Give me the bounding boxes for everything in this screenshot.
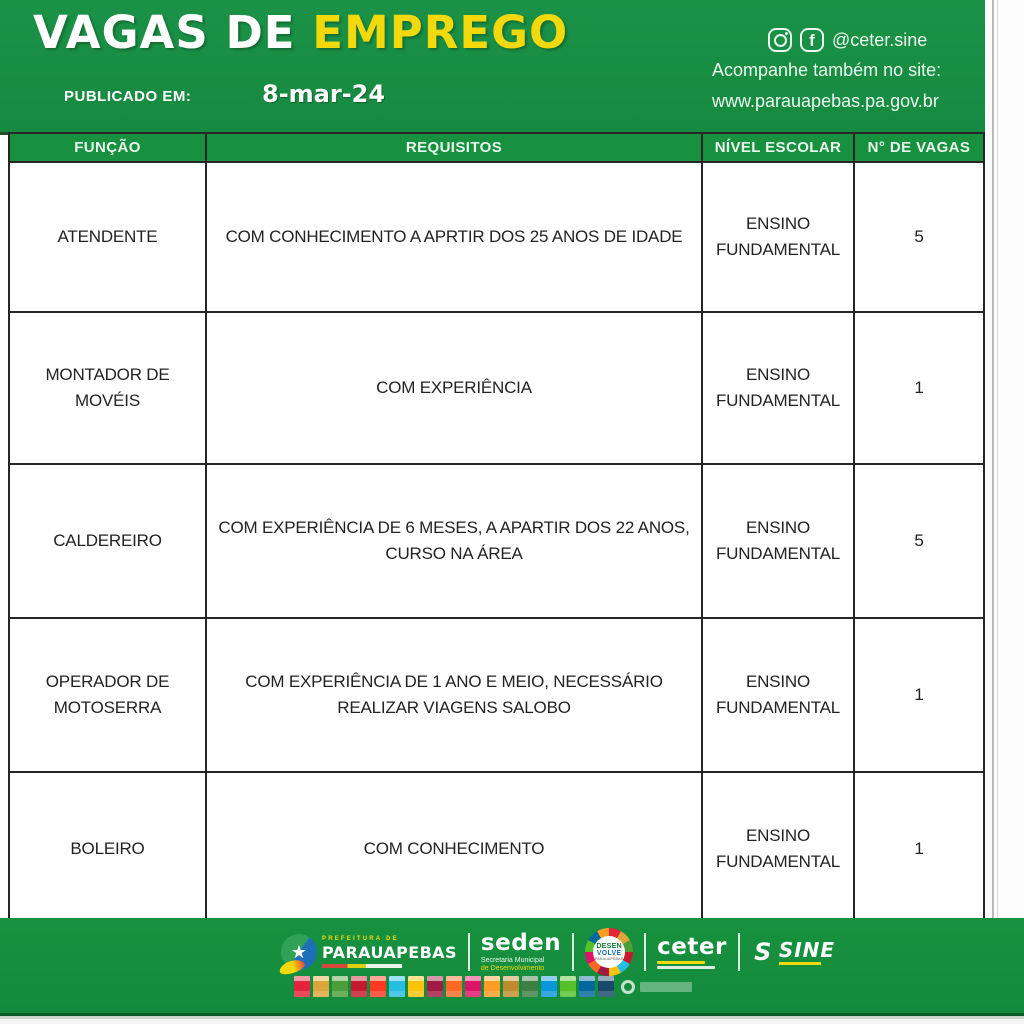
page-title	[33, 6, 568, 59]
column-header-funcao: FUNÇÃO	[10, 134, 205, 161]
facebook-icon[interactable]: f	[800, 28, 824, 52]
desenvolve-parauapebas-logo	[585, 928, 633, 976]
cell-requisitos: COM CONHECIMENTO A APRTIR DOS 25 ANOS DE IDADE	[205, 163, 701, 311]
seden-subtitle-2: de Desenvolvimento	[480, 965, 545, 972]
instagram-lens	[774, 34, 787, 47]
cell-vagas: 1	[853, 619, 983, 771]
prefeitura-name: PARAUAPEBAS	[322, 943, 457, 962]
instagram-icon[interactable]	[768, 28, 792, 52]
vacancies-table	[8, 132, 985, 927]
cell-nivel: ENSINO FUNDAMENTAL	[701, 313, 853, 463]
cell-funcao: CALDEREIRO	[53, 530, 162, 550]
table-row	[10, 771, 983, 925]
sdg-goal-tile	[446, 976, 462, 997]
desenvolve-line2: VOLVE	[596, 949, 622, 957]
seden-subtitle-1: Secretaria Municipal	[480, 957, 545, 964]
logo-divider	[738, 933, 740, 971]
cell-vagas: 1	[853, 773, 983, 925]
logo-divider	[468, 933, 470, 971]
cell-nivel: ENSINO FUNDAMENTAL	[701, 619, 853, 771]
logo-divider	[572, 933, 574, 971]
cell-vagas: 5	[853, 163, 983, 311]
sdg-goal-tile	[332, 976, 348, 997]
sdg-goal-tile	[484, 976, 500, 997]
published-label: PUBLICADO EM:	[64, 88, 192, 105]
desenvolve-wheel-center	[593, 936, 625, 968]
cell-vagas: 5	[853, 465, 983, 617]
cell-requisitos: COM EXPERIÊNCIA DE 1 ANO E MEIO, NECESSÁRIO REALIZAR VIAGENS SALOBO	[205, 619, 701, 771]
sine-name: SINE	[778, 937, 836, 962]
sdg-goal-tile	[351, 976, 367, 997]
sdg-wheel-icon	[621, 980, 635, 994]
desenvolve-line3: PARAUAPEBAS	[595, 956, 624, 961]
cell-requisitos: COM CONHECIMENTO	[205, 773, 701, 925]
follow-text: Acompanhe também no site:	[712, 60, 942, 80]
table-row	[10, 617, 983, 771]
website-link[interactable]: www.parauapebas.pa.gov.br	[712, 91, 939, 111]
sdg-goal-tile	[503, 976, 519, 997]
table-row	[10, 463, 983, 617]
table-header-row	[10, 134, 983, 161]
sdg-goal-tile	[522, 976, 538, 997]
flyer-footer	[0, 918, 1024, 1024]
desenvolve-line1: DESEN	[596, 942, 622, 950]
prefeitura-small-label: PREFEITURA DE	[322, 936, 399, 942]
seden-logo	[481, 932, 561, 972]
table-row	[10, 161, 983, 311]
margin-divider-line	[992, 0, 994, 962]
sdg-goal-tile	[389, 976, 405, 997]
title-yellow-part: EMPREGO	[312, 6, 569, 59]
partner-logos-row	[281, 926, 835, 978]
cell-funcao: OPERADOR DE MOTOSERRA	[45, 671, 170, 717]
margin-divider-line-light	[997, 0, 998, 962]
column-header-n-de-vagas: N° DE VAGAS	[853, 134, 983, 161]
cell-funcao: MONTADOR DE MOVÉIS	[45, 364, 170, 410]
ceter-tagline-bar	[657, 961, 705, 964]
logo-divider	[644, 933, 646, 971]
sdg-goal-tile	[313, 976, 329, 997]
instagram-dot	[785, 32, 788, 35]
seden-name: seden	[480, 930, 562, 956]
column-header-requisitos: REQUISITOS	[205, 134, 701, 161]
sine-tagline-bar	[779, 962, 821, 965]
cell-nivel: ENSINO FUNDAMENTAL	[701, 773, 853, 925]
sdg-goals-strip	[294, 976, 692, 997]
column-header-nivel-escolar: NÍVEL ESCOLAR	[701, 134, 853, 161]
social-handle[interactable]: @ceter.sine	[832, 29, 928, 50]
ceter-name: ceter	[657, 933, 727, 960]
sdg-goal-tile	[408, 976, 424, 997]
sdg-goal-tile	[370, 976, 386, 997]
ceter-logo	[657, 933, 727, 969]
social-row	[768, 28, 927, 52]
prefeitura-text	[322, 936, 457, 968]
sine-logo	[751, 937, 836, 966]
sdg-goal-tile	[427, 976, 443, 997]
cell-funcao: ATENDENTE	[57, 226, 158, 246]
sdg-goal-tile	[465, 976, 481, 997]
sdg-goal-tile	[579, 976, 595, 997]
sdg-wordmark-bar	[640, 982, 692, 992]
cell-nivel: ENSINO FUNDAMENTAL	[701, 163, 853, 311]
footer-bottom-strip	[0, 1016, 1024, 1024]
right-margin	[985, 0, 1024, 962]
sine-s-icon: S	[754, 938, 772, 966]
prefeitura-tagline-bar	[322, 964, 402, 968]
sine-text	[778, 937, 836, 965]
prefeitura-parauapebas-logo	[281, 934, 457, 970]
sdg-goal-tile	[598, 976, 614, 997]
cell-requisitos: COM EXPERIÊNCIA DE 6 MESES, A APARTIR DOS 22 ANOS, CURSO NA ÁREA	[205, 465, 701, 617]
cell-funcao: BOLEIRO	[70, 838, 145, 858]
cell-requisitos: COM EXPERIÊNCIA	[205, 313, 701, 463]
cell-nivel: ENSINO FUNDAMENTAL	[701, 465, 853, 617]
flyer-header	[0, 0, 985, 135]
table-row	[10, 311, 983, 463]
sdg-goal-tile	[541, 976, 557, 997]
sdg-goal-tile	[294, 976, 310, 997]
prefeitura-emblem-icon: ★	[281, 934, 317, 970]
sdg-goal-tile	[560, 976, 576, 997]
published-date: 8-mar-24	[262, 80, 386, 108]
ceter-tagline-bar	[657, 966, 715, 969]
title-white-part: VAGAS DE	[33, 6, 296, 59]
cell-vagas: 1	[853, 313, 983, 463]
